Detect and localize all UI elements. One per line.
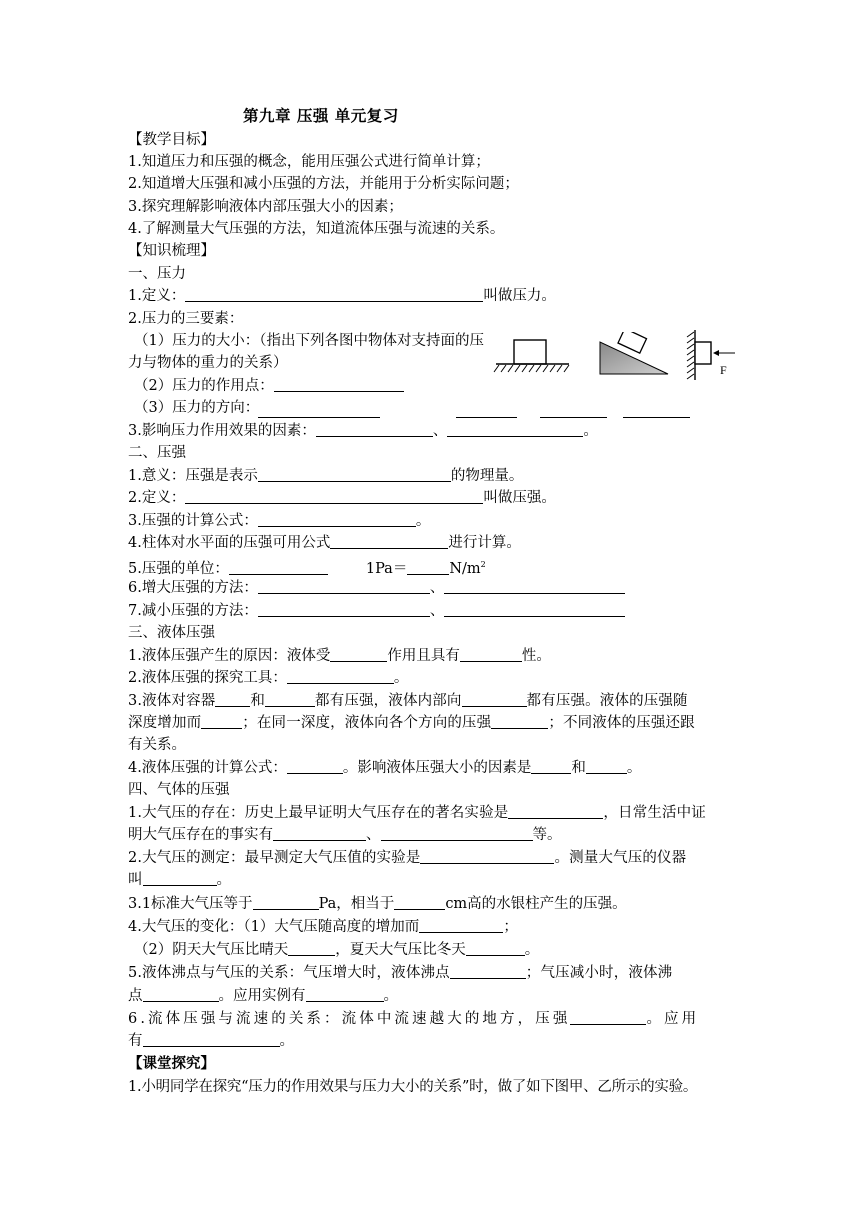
section-pressure-heading: 二、压强 — [128, 445, 186, 461]
label: 等。 — [532, 827, 562, 843]
boiling-point-line — [128, 962, 672, 984]
label: 3.压强的计算公式： — [128, 513, 258, 529]
label: 3.1标准大气压等于 — [128, 896, 253, 912]
force-three-elements: 2.压力的三要素： — [128, 311, 244, 327]
label: 。测量大气压的仪器 — [554, 850, 687, 866]
label: 。 — [524, 942, 540, 958]
blank — [306, 986, 384, 1002]
knowledge-header: 【知识梳理】 — [128, 243, 215, 259]
blank — [586, 758, 627, 774]
liquid-depth-line — [128, 712, 695, 734]
fluid-flow-line — [128, 1008, 699, 1030]
label: N/m — [449, 560, 481, 577]
blank — [420, 848, 554, 864]
liquid-depth-line-cont: 有关系。 — [128, 737, 186, 753]
force-definition-line — [128, 285, 556, 307]
objectives-header: 【教学目标】 — [128, 132, 215, 148]
blank — [381, 825, 533, 841]
blank — [316, 421, 433, 437]
blank — [258, 511, 416, 527]
blank — [287, 668, 394, 684]
label: 4.柱体对水平面的压强可用公式 — [128, 535, 331, 551]
label: （2）阴天大气压比晴天 — [134, 942, 289, 958]
objective-2: 2.知道增大压强和减小压强的方法，并能用于分析实际问题； — [128, 176, 519, 192]
label: （3）压力的方向： — [134, 400, 260, 416]
label: 。 — [216, 872, 231, 888]
pressure-formula-line — [128, 510, 430, 532]
blank — [185, 488, 483, 504]
force-effect-factors-line — [128, 420, 598, 442]
blank-direction-1 — [258, 402, 380, 418]
label: 4.大气压的变化：（1）大气压随高度的增加而 — [128, 919, 420, 935]
label: 明大气压存在的事实有 — [128, 827, 273, 843]
figure-block-on-floor — [493, 332, 573, 378]
label: 3.影响压力作用效果的因素： — [128, 423, 316, 439]
label: 2.液体压强的探究工具： — [128, 670, 287, 686]
blank — [330, 646, 387, 662]
label: ，夏天大气压比冬天 — [335, 942, 466, 958]
decrease-pressure-line — [128, 600, 625, 622]
label: 叫做压强。 — [483, 490, 556, 506]
blank — [253, 894, 319, 910]
label: 、 — [429, 603, 445, 619]
label: 6.流体压强与流速的关系：流体中流速越大的地方，压强 — [128, 1011, 571, 1027]
blank — [444, 601, 625, 617]
label: （2）压力的作用点： — [134, 378, 274, 394]
label: 。应用实例有 — [218, 988, 306, 1004]
blank — [491, 713, 548, 729]
force-magnitude-line: （1）压力的大小：（指出下列各图中物体对支持面的压 — [134, 333, 484, 349]
blank — [450, 963, 526, 979]
liquid-cause-line — [128, 645, 551, 667]
label: ；气压减小时，液体沸 — [525, 965, 673, 981]
label: 、 — [366, 827, 381, 843]
blank — [570, 1009, 646, 1025]
label: 1.意义：压强是表示 — [128, 468, 258, 484]
atm-measure-line — [128, 847, 686, 869]
blank — [508, 803, 603, 819]
blank-direction-4 — [623, 402, 690, 418]
blank — [394, 894, 445, 910]
label: 4.液体压强的计算公式： — [128, 760, 287, 776]
label: 、 — [429, 580, 445, 596]
label: 都有压强。液体的压强随 — [526, 693, 688, 709]
label: ，日常生活中证 — [603, 805, 706, 821]
label: 深度增加而 — [128, 715, 202, 731]
label: 6.增大压强的方法： — [128, 580, 258, 596]
blank — [462, 691, 527, 707]
label: 叫做压力。 — [483, 288, 556, 304]
label: ；在同一深度，液体向各个方向的压强 — [242, 715, 492, 731]
force-point-line — [134, 375, 404, 397]
objective-1: 1.知道压力和压强的概念，能用压强公式进行简单计算； — [128, 154, 490, 170]
blank — [419, 917, 503, 933]
page-title: 第九章 压强 单元复习 — [243, 107, 399, 125]
label: ； — [503, 919, 518, 935]
pressure-unit-line — [128, 554, 486, 576]
label: Pa，相当于 — [318, 896, 395, 912]
boiling-point-line-cont — [128, 985, 398, 1007]
blank — [447, 421, 583, 437]
force-f-label: F — [720, 363, 727, 377]
label: 。应用 — [646, 1011, 700, 1027]
label: 2.定义： — [128, 490, 186, 506]
fluid-flow-line-cont — [128, 1030, 294, 1052]
blank — [215, 691, 250, 707]
label: 。 — [415, 513, 431, 529]
label: 。 — [626, 760, 642, 776]
label: 。 — [583, 423, 598, 439]
atm-change-line — [128, 916, 518, 938]
atm-existence-line-cont — [128, 824, 562, 846]
column-pressure-line — [128, 532, 521, 554]
label: 。 — [383, 988, 398, 1004]
atm-weather-line — [134, 939, 539, 961]
blank — [531, 758, 571, 774]
section-liquid-pressure-heading: 三、液体压强 — [128, 625, 215, 641]
blank — [265, 691, 315, 707]
objective-3: 3.探究理解影响液体内部压强大小的因素； — [128, 199, 403, 215]
label: 1.大气压的存在：历史上最早证明大气压存在的著名实验是 — [128, 805, 509, 821]
blank — [288, 940, 335, 956]
label: 性。 — [521, 648, 551, 664]
blank — [444, 578, 625, 594]
blank — [407, 559, 449, 575]
blank — [143, 986, 219, 1002]
blank — [274, 376, 404, 392]
label: 1.定义： — [128, 288, 186, 304]
inquiry-header: 【课堂探究】 — [128, 1055, 215, 1072]
blank — [258, 601, 430, 617]
label: 5.液体沸点与气压的关系：气压增大时，液体沸点 — [128, 965, 450, 981]
liquid-formula-line — [128, 757, 641, 779]
pressure-definition-line — [128, 487, 556, 509]
increase-pressure-line — [128, 577, 625, 599]
blank-direction-3 — [540, 402, 607, 418]
label: 进行计算。 — [448, 535, 521, 551]
label: 1Pa＝ — [365, 560, 408, 577]
objective-4: 4.了解测量大气压强的方法，知道流体压强与流速的关系。 — [128, 221, 505, 237]
blank — [201, 713, 242, 729]
label: cm高的水银柱产生的压强。 — [445, 896, 627, 912]
label: 3.液体对容器 — [128, 693, 216, 709]
blank — [330, 533, 448, 549]
label: 。 — [393, 670, 409, 686]
blank — [258, 578, 430, 594]
blank — [460, 646, 522, 662]
standard-atm-line — [128, 893, 627, 915]
section-pressure-force-heading: 一、压力 — [128, 266, 186, 282]
atm-existence-line — [128, 802, 706, 824]
label: 。 — [279, 1033, 294, 1049]
label: 都有压强，液体内部向 — [315, 693, 462, 709]
label: 5.压强的单位： — [128, 560, 229, 577]
blank — [287, 758, 343, 774]
blank-direction-2 — [456, 402, 517, 418]
blank — [185, 286, 483, 302]
label: 点 — [128, 988, 143, 1004]
section-gas-pressure-heading: 四、气体的压强 — [128, 782, 230, 798]
label: ；不同液体的压强还跟 — [548, 715, 695, 731]
label: 。影响液体压强大小的因素是 — [342, 760, 532, 776]
blank — [273, 825, 366, 841]
blank — [466, 940, 525, 956]
superscript: 2 — [480, 560, 486, 569]
force-magnitude-line-cont: 力与物体的重力的关系） — [128, 355, 288, 371]
figure-block-on-incline — [598, 332, 672, 378]
atm-instrument-line — [128, 869, 231, 891]
label: 有 — [128, 1033, 143, 1049]
blank — [143, 870, 217, 886]
label: 和 — [250, 693, 266, 709]
label: 作用且具有 — [387, 648, 460, 664]
label: 和 — [571, 760, 586, 776]
figure-block-on-wall — [683, 326, 743, 384]
inquiry-question-1: 1.小明同学在探究“压力的作用效果与压力大小的关系”时，做了如下图甲、乙所示的实验。 — [128, 1079, 698, 1095]
blank — [229, 559, 328, 575]
label: 2.大气压的测定：最早测定大气压值的实验是 — [128, 850, 421, 866]
blank — [258, 466, 451, 482]
force-direction-line — [134, 397, 259, 419]
label: 1.液体压强产生的原因：液体受 — [128, 648, 331, 664]
liquid-tool-line — [128, 667, 408, 689]
pressure-meaning-line — [128, 465, 523, 487]
label: 、 — [432, 423, 448, 439]
liquid-container-line — [128, 690, 688, 712]
label: 7.减小压强的方法： — [128, 603, 258, 619]
blank — [143, 1031, 280, 1047]
label: 的物理量。 — [450, 468, 524, 484]
label: 叫 — [128, 872, 143, 888]
